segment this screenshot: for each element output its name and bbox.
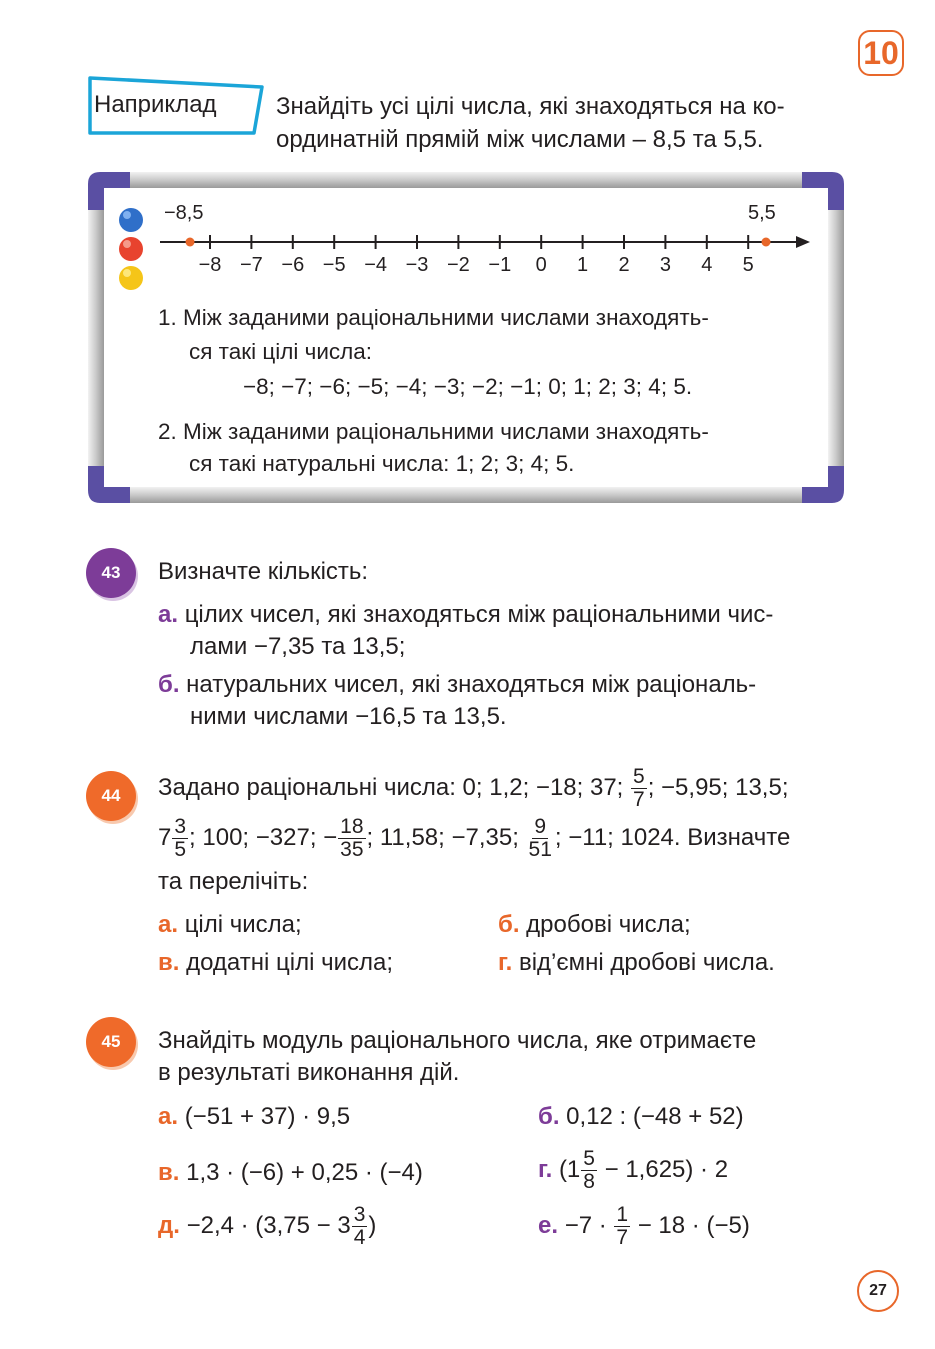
tick-label: 1 [577,254,589,276]
tick-label: −7 [239,254,263,276]
tick-label: −5 [322,254,346,276]
ex44-text: ; 11,58; −7,35; [366,823,519,851]
fraction [527,816,554,861]
ex45-b-letter: б. [538,1103,560,1130]
ex44-text: ; −11; 1024. Визначте [554,823,791,851]
whiteboard-content [86,170,846,506]
fraction-denominator: 5 [174,838,187,861]
ex43-a-letter: а. [158,601,179,628]
example-task-line1: Знайдіть усі цілі числа, які знаходяться на ко- [276,93,785,120]
ex45-item-g [538,1148,728,1193]
fraction-denominator: 35 [340,838,364,861]
fraction [581,1148,597,1193]
ex44-line2 [158,816,790,861]
ex44-b-text: дробові числа; [526,911,691,938]
tick-label: 3 [659,254,671,276]
step2-line1: 2. Між заданими раціональними числами знаходять- [158,419,709,444]
tick-label: −8 [198,254,222,276]
ex44-g-letter: г. [498,949,513,976]
ex44-item-b [498,908,691,942]
ex45-item-v [158,1156,423,1190]
fraction-denominator: 7 [633,788,645,811]
fraction-numerator: 5 [583,1147,595,1170]
ex45-d-expr: ) [368,1211,377,1239]
example-label [86,75,266,135]
ex43-item-a [158,598,858,632]
ex45-a-expr: (−51 + 37) · 9,5 [184,1103,351,1130]
tick-label: −1 [488,254,512,276]
ex45-item-b [538,1100,744,1134]
ex43-a-line1: цілих чисел, які знаходяться між раціональними чис- [184,601,774,628]
ex44-g-text: від’ємні дробові числа. [518,949,775,976]
ex44-line3: та перелічіть: [158,868,309,895]
step1-line2: ся такі цілі числа: [189,339,373,364]
ex43-prompt: Визначте кількість: [158,558,369,585]
ex44-item-g [498,946,775,980]
step2-line2: ся такі натуральні числа: 1; 2; 3; 4; 5. [189,451,575,476]
ex45-e-expr: − 18 · (−5) [637,1211,750,1239]
ex45-item-e [538,1204,750,1249]
fraction [631,766,647,811]
ex44-b-letter: б. [498,911,520,938]
ex44-item-v [158,946,393,980]
ex43-a-line2: лами −7,35 та 13,5; [190,633,406,660]
fraction-denominator: 7 [616,1226,629,1249]
ex45-v-expr: 1,3 · (−6) + 0,25 · (−4) [186,1159,423,1186]
ex43-b-line2: ними числами −16,5 та 13,5. [190,703,507,730]
ex45-item-d [158,1204,376,1249]
example-whiteboard [86,170,846,506]
example-label-text: Наприклад [94,91,217,118]
ex44-text: ; 100; −327; − [189,823,338,851]
step1-line1: 1. Між заданими раціональними числами знаходять- [158,305,709,330]
fraction [614,1204,630,1249]
ex43-b-line1: натуральних чисел, які знаходяться між раціональ- [186,671,757,698]
ex44-v-letter: в. [158,949,180,976]
ex44-item-a [158,908,302,942]
exercise-44-badge: 44 [86,771,136,821]
tick-label: −2 [446,254,470,276]
tick-label: −3 [405,254,429,276]
section-badge: 10 [858,30,904,76]
ex45-g-expr: − 1,625) · 2 [604,1155,729,1183]
tick-label: −6 [281,254,305,276]
fraction [172,816,188,861]
ex45-e-letter: е. [538,1211,559,1239]
ex44-v-text: додатні цілі числа; [186,949,393,976]
fraction-numerator: 3 [174,815,187,838]
ex45-g-expr: (1 [558,1155,581,1183]
ex44-text: ; −5,95; 13,5; [647,773,789,801]
fraction-numerator: 9 [534,815,547,838]
ex45-v-letter: в. [158,1159,180,1186]
ex44-text: 7 [158,823,172,851]
exercise-43-badge: 43 [86,548,136,598]
ex43-b-letter: б. [158,671,180,698]
tick-label: −4 [364,254,387,276]
fraction [338,816,365,861]
tick-label: 0 [535,254,547,276]
step1-answer: −8; −7; −6; −5; −4; −3; −2; −1; 0; 1; 2; 3; 4; 5. [243,374,693,399]
right-point-label: 5,5 [748,202,776,224]
fraction-denominator: 8 [583,1170,595,1193]
ex45-item-a [158,1100,350,1134]
ex44-line1 [158,766,788,811]
ex45-b-expr: 0,12 : (−48 + 52) [566,1103,744,1130]
fraction-numerator: 1 [616,1203,629,1226]
ex45-g-letter: г. [538,1155,553,1183]
ex45-line1: Знайдіть модуль раціонального числа, яке отримаєте [158,1027,757,1054]
example-task-line2: ординатній прямій між числами – 8,5 та 5,5. [276,126,764,153]
example-task [276,90,856,156]
exercise-45-badge: 45 [86,1017,136,1067]
tick-label: 2 [618,254,630,276]
ex45-a-letter: а. [158,1103,179,1130]
ex45-e-expr: −7 · [564,1211,607,1239]
ex45-d-expr: −2,4 · (3,75 − 3 [186,1211,351,1239]
ex45-d-letter: д. [158,1211,180,1239]
left-point-label: −8,5 [164,202,204,224]
ex44-a-text: цілі числа; [184,911,302,938]
tick-label: 4 [701,254,713,276]
fraction [352,1204,368,1249]
fraction-denominator: 51 [528,838,552,861]
ex43-item-b [158,668,858,702]
ex45-line2: в результаті виконання дій. [158,1059,460,1086]
page-number: 27 [857,1270,899,1312]
ex44-a-letter: а. [158,911,179,938]
ex44-text: Задано раціональні числа: 0; 1,2; −18; 37; [158,773,624,801]
fraction-denominator: 4 [353,1226,366,1249]
fraction-numerator: 3 [353,1203,366,1226]
fraction-numerator: 5 [633,765,645,788]
tick-label: 5 [742,254,754,276]
fraction-numerator: 18 [340,815,364,838]
